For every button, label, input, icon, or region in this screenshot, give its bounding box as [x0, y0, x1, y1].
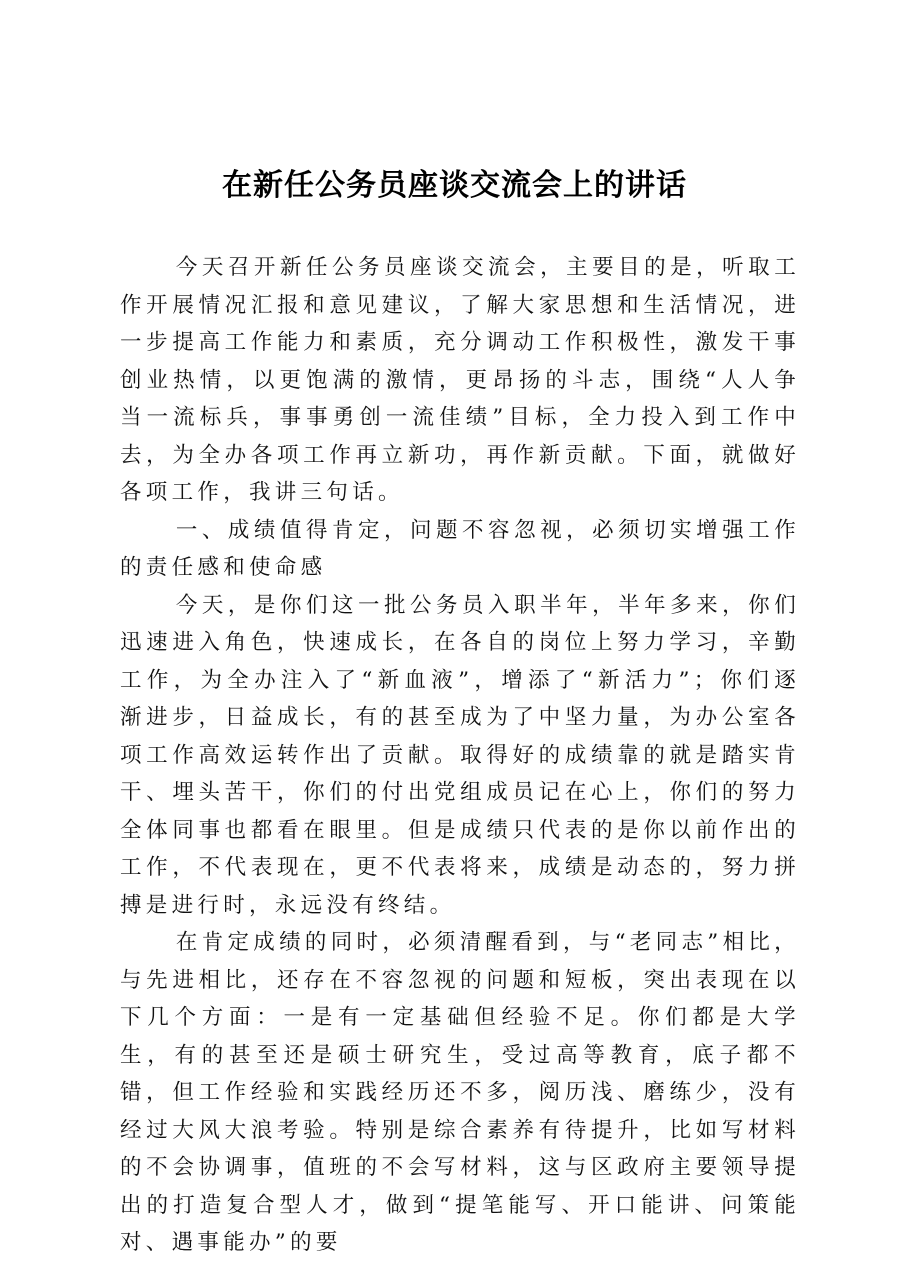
paragraph-heading-one: 一、成绩值得肯定，问题不容忽视，必须切实增强工作的责任感和使命感 — [120, 517, 800, 580]
paragraph-achievements: 今天，是你们这一批公务员入职半年，半年多来，你们迅速进入角色，快速成长，在各自的岗位上努力学习，辛勤工作，为全办注入了“新血液”，增添了“新活力”；你们逐渐进步，日益成长，有的甚至成为了中坚力量，为办公室各项工作高效运转作出了贡献。取得好的成绩靠的就是踏实肯干、埋头苦干，你们的付出党组成员记在心上，你们的努力全体同事也都看在眼里。但是成绩只代表的是你以前作出的工作，不代表现在，更不代表将来，成绩是动态的，努力拼搏是进行时，永远没有终结。 — [120, 592, 800, 918]
paragraph-problems: 在肯定成绩的同时，必须清醒看到，与“老同志”相比，与先进相比，还存在不容忽视的问题和短板，突出表现在以下几个方面：一是有一定基础但经验不足。你们都是大学生，有的甚至还是硕士研究生，受过高等教育，底子都不错，但工作经验和实践经历还不多，阅历浅、磨练少，没有经过大风大浪考验。特别是综合素养有待提升，比如写材料的不会协调事，值班的不会写材料，这与区政府主要领导提出的打造复合型人才，做到“提笔能写、开口能讲、问策能对、遇事能办”的要 — [120, 930, 800, 1255]
paragraph-intro: 今天召开新任公务员座谈交流会，主要目的是，听取工作开展情况汇报和意见建议，了解大家思想和生活情况，进一步提高工作能力和素质，充分调动工作积极性，激发干事创业热情，以更饱满的激情，更昂扬的斗志，围绕“人人争当一流标兵，事事勇创一流佳绩”目标，全力投入到工作中去，为全办各项工作再立新功，再作新贡献。下面，就做好各项工作，我讲三句话。 — [120, 255, 800, 505]
document-title: 在新任公务员座谈交流会上的讲话 — [222, 168, 687, 203]
document-body — [120, 249, 800, 1262]
